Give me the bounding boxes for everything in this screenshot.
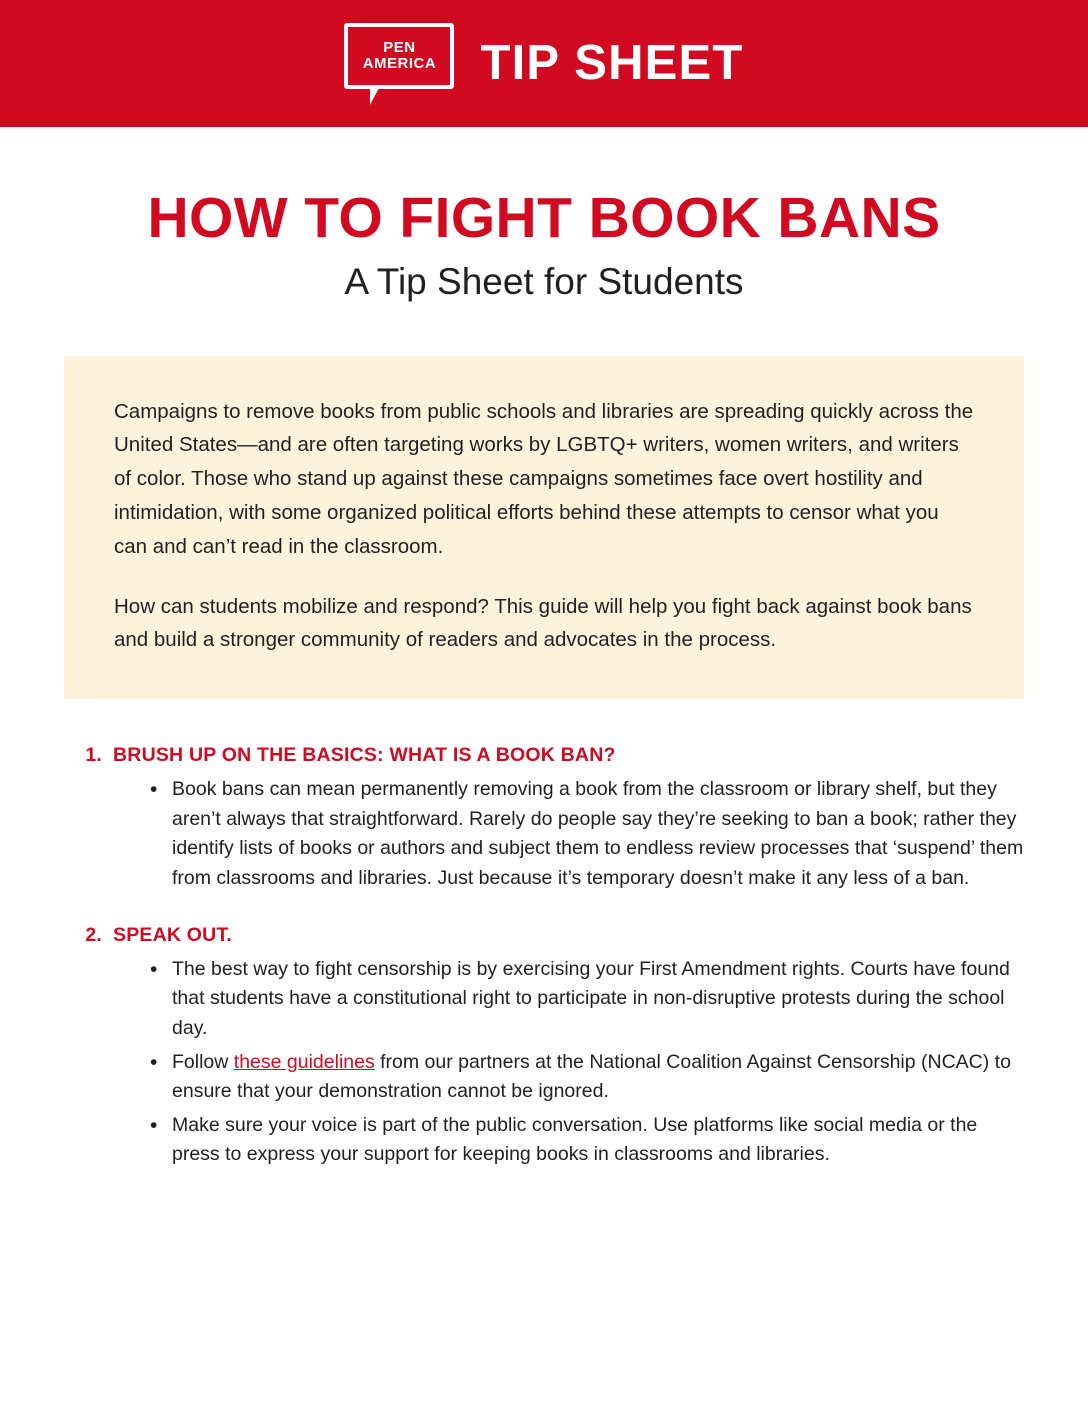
page-subtitle: A Tip Sheet for Students xyxy=(344,260,744,302)
these-guidelines-link[interactable]: these guidelines xyxy=(233,1050,375,1073)
link-bullet-before: Follow xyxy=(172,1050,234,1073)
list-item: • Book bans can mean permanently removing a book from the classroom or library shelf, but they aren’t always that straightforward. Rarely do people say they’re seeking to ban a book; rather they identify lists of books or authors and subject them to endless review processes that ‘suspend’ them from classrooms and libraries. Just because it’s temporary doesn’t make it any less of a ban. xyxy=(150,775,1024,894)
list-item: • Make sure your voice is part of the public conversation. Use platforms like social media or the press to express your support for keeping books in classrooms and libraries. xyxy=(150,1111,1024,1170)
logo-line1: PEN xyxy=(383,38,416,56)
section-2-number: 2. xyxy=(85,923,102,946)
section-1-heading xyxy=(64,744,1024,767)
speech-bubble-tail-icon xyxy=(370,86,390,105)
intro-paragraph-1: Campaigns to remove books from public schools and libraries are spreading quickly across the United States—and are often targeting works by LGBTQ+ writers, women writers, and writers of color. Those who stand up against these campaigns sometimes face overt hostility and intimidation, with some organized political efforts behind these attempts to censor what you can and can’t read in the classroom. xyxy=(114,399,974,558)
section-2 xyxy=(64,924,1024,1170)
list-item: • The best way to fight censorship is by exercising your First Amendment rights. Courts have found that students have a constitutional right to participate in non-disruptive protests during the school day. xyxy=(150,955,1024,1044)
list-item-with-link xyxy=(150,1048,1024,1107)
section-1-number: 1. xyxy=(85,744,102,767)
intro-callout xyxy=(64,356,1024,700)
section-2-heading xyxy=(64,924,1024,947)
page-title: HOW TO FIGHT BOOK BANS xyxy=(147,186,941,250)
tips-list xyxy=(64,744,1024,1170)
intro-paragraph-2: How can students mobilize and respond? This guide will help you fight back against book bans and build a stronger community of readers and advocates in the process. xyxy=(114,594,972,652)
section-1-heading-text: BRUSH UP ON THE BASICS: WHAT IS A BOOK BAN? xyxy=(113,744,616,767)
section-2-bullets xyxy=(64,955,1024,1170)
link-bullet-after: from our partners at the National Coalition Against Censorship (NCAC) to ensure that your demonstration cannot be ignored. xyxy=(172,1050,1011,1103)
logo-line2: AMERICA xyxy=(362,54,437,72)
page-content xyxy=(0,127,1088,1170)
logo-box xyxy=(344,23,454,89)
pen-america-logo xyxy=(344,23,454,105)
banner-title: TIP SHEET xyxy=(480,36,744,90)
section-1 xyxy=(64,744,1024,894)
section-1-bullets xyxy=(64,775,1024,894)
title-block xyxy=(64,127,1024,303)
header-banner xyxy=(0,0,1088,127)
section-2-heading-text: SPEAK OUT. xyxy=(113,923,233,946)
